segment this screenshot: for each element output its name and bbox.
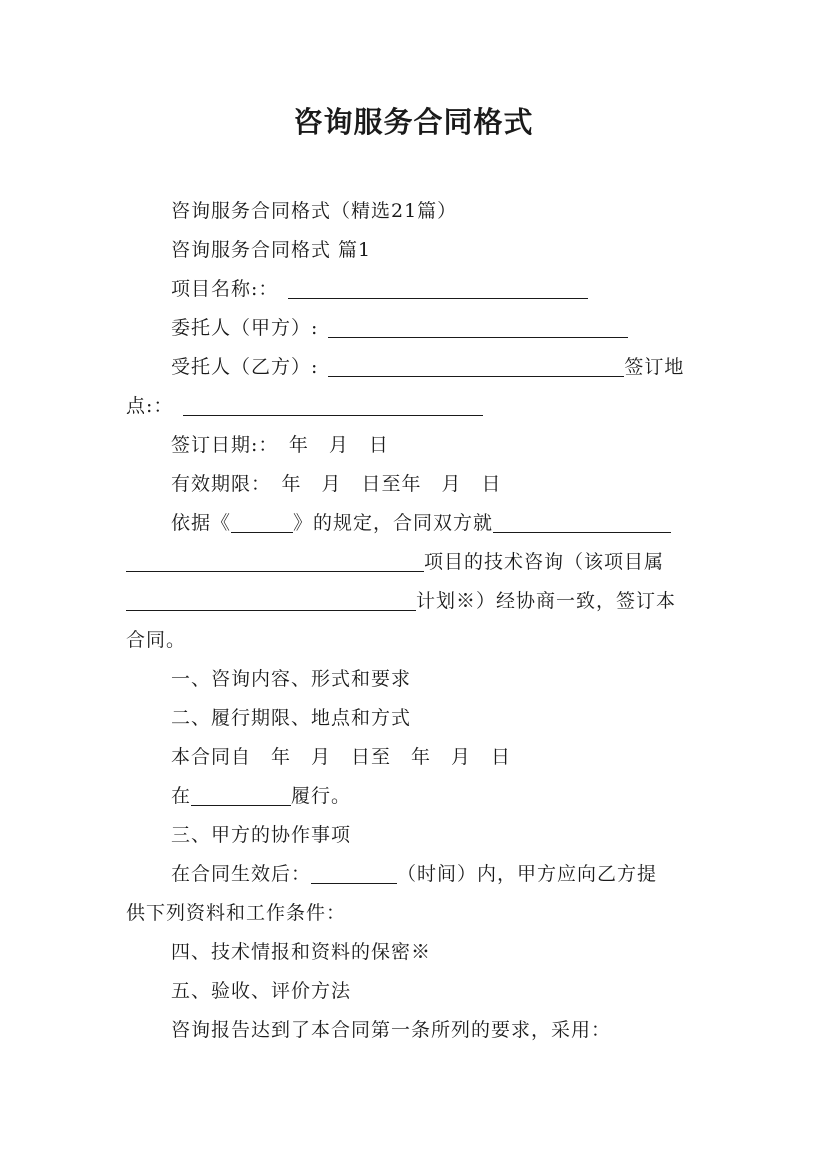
basis-text-b: 》的规定，合同双方就 <box>293 512 494 534</box>
time-blank <box>311 859 397 884</box>
project-blank-2 <box>126 547 424 572</box>
place-blank <box>191 781 291 806</box>
basis-text-a: 依据《 <box>171 512 232 534</box>
basis-line <box>126 504 702 543</box>
basis-line-3 <box>126 582 702 621</box>
place-text-b: 履行。 <box>291 785 352 807</box>
project-name-label: 项目名称:： <box>171 278 279 300</box>
client-blank <box>328 313 628 338</box>
section-2-heading: 二、履行期限、地点和方式 <box>171 707 412 729</box>
project-name-blank <box>288 274 588 299</box>
sign-place-line <box>126 387 702 426</box>
client-line <box>126 309 702 348</box>
sign-date-line: 签订日期:： 年 月 日 <box>171 434 389 456</box>
agent-label: 受托人（乙方）: <box>171 356 319 378</box>
agent-line <box>126 348 702 387</box>
law-name-blank <box>231 508 293 533</box>
section-5-heading: 五、验收、评价方法 <box>171 980 352 1002</box>
basis-text-c: 项目的技术咨询（该项目属 <box>424 551 665 573</box>
section-3-heading: 三、甲方的协作事项 <box>171 824 352 846</box>
sign-place-label-a: 签订地 <box>624 356 685 378</box>
coop-line-2: 供下列资料和工作条件： <box>126 902 347 924</box>
paragraph-heading: 咨询服务合同格式（精选21篇） <box>171 200 458 222</box>
basis-line-4: 合同。 <box>126 629 187 651</box>
sign-place-label-b: 点:： <box>126 395 174 417</box>
coop-text-a: 在合同生效后： <box>171 863 312 885</box>
document-body <box>126 192 702 1050</box>
sign-place-blank <box>183 391 483 416</box>
coop-text-b: （时间）内，甲方应向乙方提 <box>397 863 658 885</box>
term-line: 本合同自 年 月 日至 年 月 日 <box>171 746 512 768</box>
valid-period-line: 有效期限： 年 月 日至年 月 日 <box>171 473 502 495</box>
plan-blank <box>126 586 416 611</box>
acceptance-line: 咨询报告达到了本合同第一条所列的要求，采用： <box>171 1019 612 1041</box>
agent-blank <box>328 352 624 377</box>
project-blank-1 <box>493 508 671 533</box>
page-title: 咨询服务合同格式 <box>293 105 534 139</box>
project-name-line <box>126 270 702 309</box>
place-text-a: 在 <box>171 785 192 807</box>
paragraph-subheading: 咨询服务合同格式 篇1 <box>171 239 372 261</box>
coop-line <box>126 855 702 894</box>
section-1-heading: 一、咨询内容、形式和要求 <box>171 668 412 690</box>
place-line <box>126 777 702 816</box>
client-label: 委托人（甲方）: <box>171 317 319 339</box>
section-4-heading: 四、技术情报和资料的保密※ <box>171 941 432 963</box>
basis-line-2 <box>126 543 702 582</box>
basis-text-d: 计划※）经协商一致，签订本 <box>416 590 677 612</box>
